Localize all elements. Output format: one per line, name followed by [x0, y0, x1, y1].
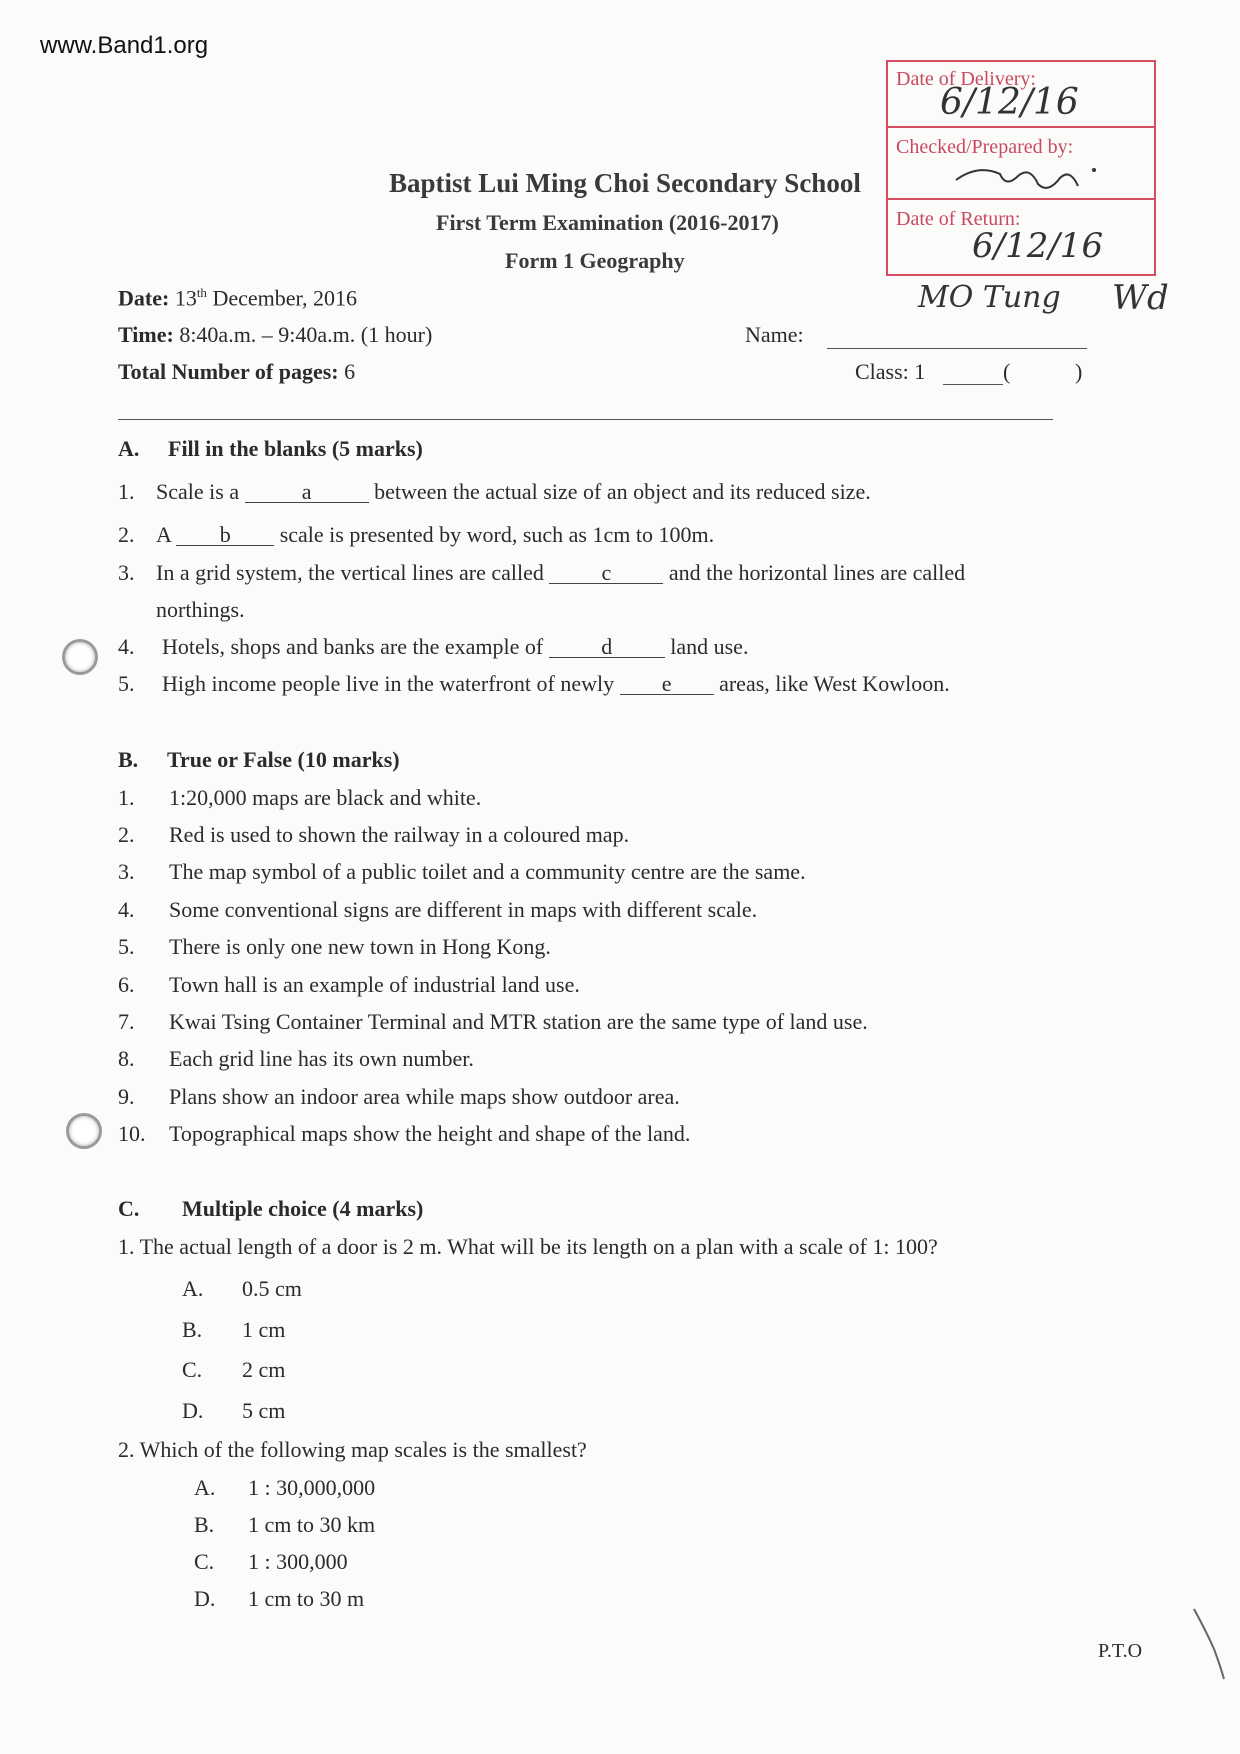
pen-mark [1190, 1605, 1230, 1685]
section-c-q1: 1. The actual length of a door is 2 m. What will be its length on a plan with a scale of 1: 100? [118, 1234, 938, 1259]
section-b-title: True or False (10 marks) [167, 747, 400, 772]
section-b-item: 5. There is only one new town in Hong Kong. [118, 934, 551, 959]
section-a-letter: A. [118, 436, 140, 461]
section-a-q3-line2: northings. [156, 597, 245, 622]
blank-e[interactable]: e [620, 674, 714, 695]
blank-a[interactable]: a [245, 482, 369, 503]
section-a-title: Fill in the blanks (5 marks) [168, 436, 423, 461]
date-label: Date: [118, 285, 170, 311]
blank-c[interactable]: c [549, 563, 663, 584]
section-c-title: Multiple choice (4 marks) [182, 1196, 424, 1221]
name-label: Name: [745, 322, 804, 347]
page-turn-over: P.T.O [1098, 1640, 1143, 1662]
section-b-letter: B. [118, 747, 139, 772]
section-a-q2: 2. A b scale is presented by word, such as 1cm to 100m. [118, 522, 715, 547]
section-b-item: 1. 1:20,000 maps are black and white. [118, 785, 482, 810]
mc-option[interactable]: C. 1 : 300,000 [194, 1549, 348, 1574]
section-a-q3: 3. In a grid system, the vertical lines are called c and the horizontal lines are called [118, 560, 966, 585]
total-pages: Total Number of pages: 6 [118, 359, 356, 384]
mc-option[interactable]: B. 1 cm [182, 1317, 286, 1342]
mc-option[interactable]: A. 0.5 cm [182, 1276, 302, 1301]
watermark-url: www.Band1.org [40, 32, 209, 59]
section-b-item: 9. Plans show an indoor area while maps show outdoor area. [118, 1084, 680, 1109]
section-b-item: 2. Red is used to shown the railway in a coloured map. [118, 822, 630, 847]
class-paren-open: ( [1003, 359, 1011, 384]
punch-hole [66, 1113, 102, 1149]
section-c-letter: C. [118, 1196, 140, 1221]
section-b-item: 4. Some conventional signs are different in maps with different scale. [118, 897, 758, 922]
pages-label: Total Number of pages: [118, 359, 339, 384]
time-label: Time: [118, 322, 174, 347]
exam-date: Date: 13th December, 2016 [118, 285, 357, 311]
section-c-q2: 2. Which of the following map scales is the smallest? [118, 1437, 587, 1462]
section-b-item: 3. The map symbol of a public toilet and a community centre are the same. [118, 859, 806, 884]
mc-option[interactable]: C. 2 cm [182, 1357, 286, 1382]
mc-option[interactable]: A. 1 : 30,000,000 [194, 1475, 376, 1500]
header-divider [118, 419, 1053, 420]
stamp-return-value: 6/12/16 [972, 226, 1104, 266]
punch-hole [62, 639, 98, 675]
blank-b[interactable]: b [176, 525, 274, 546]
handwritten-teacher-name: MO Tung [918, 280, 1061, 315]
blank-d[interactable]: d [549, 637, 665, 658]
stamp-signature [948, 158, 1108, 202]
name-field[interactable] [827, 348, 1087, 349]
stamp-delivery-label: Date of Delivery: [896, 68, 1036, 90]
section-b-item: 10. Topographical maps show the height and shape of the land. [118, 1121, 691, 1146]
section-b-item: 6. Town hall is an example of industrial land use. [118, 972, 580, 997]
stamp-checked-label: Checked/Prepared by: [896, 136, 1074, 158]
school-name: Baptist Lui Ming Choi Secondary School [389, 168, 861, 198]
handwritten-mark: Wd [1112, 278, 1169, 318]
stamp-delivery-value: 6/12/16 [940, 82, 1079, 123]
mc-option[interactable]: D. 5 cm [182, 1398, 286, 1423]
class-field[interactable] [943, 384, 1003, 385]
mc-option[interactable]: B. 1 cm to 30 km [194, 1512, 376, 1537]
section-b-item: 7. Kwai Tsing Container Terminal and MTR station are the same type of land use. [118, 1009, 868, 1034]
section-a-q1: 1. Scale is a a between the actual size of an object and its reduced size. [118, 479, 871, 504]
exam-title: First Term Examination (2016-2017) [436, 210, 779, 235]
section-a-q5: 5. High income people live in the waterfront of newly e areas, like West Kowloon. [118, 671, 950, 696]
stamp-return-label: Date of Return: [896, 208, 1021, 230]
delivery-stamp [886, 60, 1156, 276]
class-paren-close: ) [1075, 359, 1083, 384]
class-label: Class: 1 [855, 359, 926, 384]
mc-option[interactable]: D. 1 cm to 30 m [194, 1586, 365, 1611]
subject-title: Form 1 Geography [505, 248, 685, 273]
section-b-item: 8. Each grid line has its own number. [118, 1046, 474, 1071]
exam-time: Time: 8:40a.m. – 9:40a.m. (1 hour) [118, 322, 433, 347]
section-a-q4: 4. Hotels, shops and banks are the example of d land use. [118, 634, 749, 659]
